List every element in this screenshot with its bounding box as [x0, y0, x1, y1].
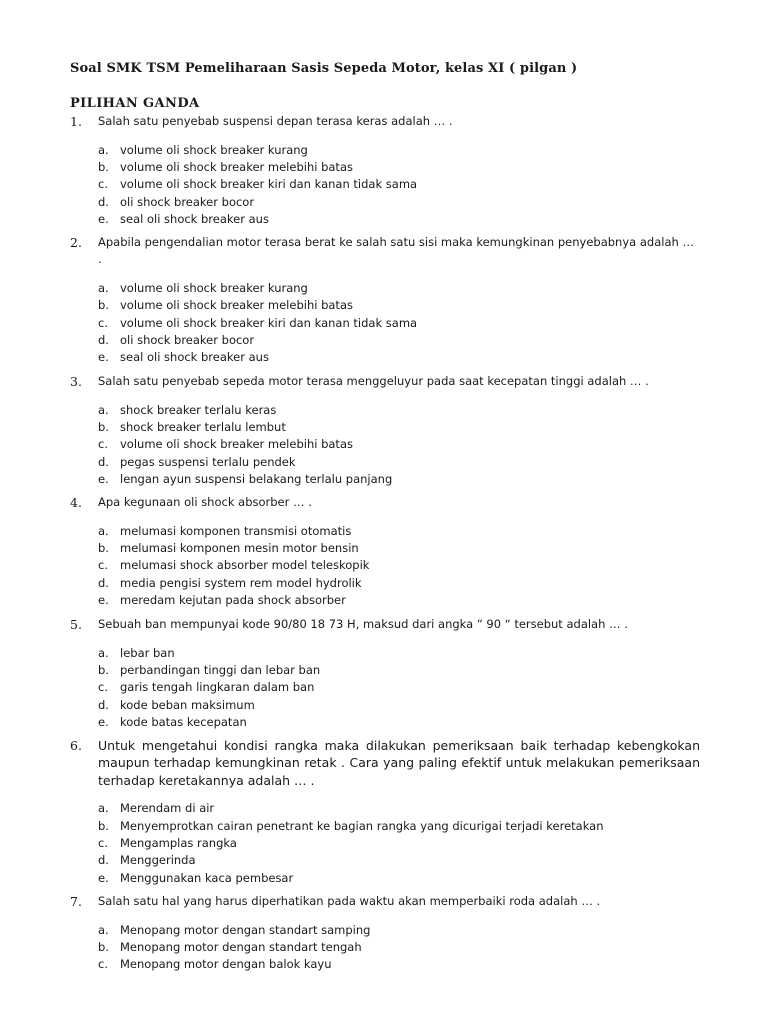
option-text: lebar ban [120, 645, 175, 660]
option-text: Menopang motor dengan standart samping [120, 922, 371, 937]
option-letter: a. [98, 142, 109, 157]
option-text: seal oli shock breaker aus [120, 350, 269, 365]
option-a [98, 645, 700, 662]
section-heading: PILIHAN GANDA [70, 96, 200, 111]
option-c [98, 436, 700, 453]
question-text: Sebuah ban mempunyai kode 90/80 18 73 H, maksud dari angka “ 90 “ tersebut adalah … . [98, 617, 628, 631]
option-d [98, 454, 700, 471]
option-letter: b. [98, 160, 109, 175]
option-c [98, 679, 700, 696]
option-letter: b. [98, 818, 109, 833]
option-text: melumasi komponen transmisi otomatis [120, 523, 352, 538]
option-text: lengan ayun suspensi belakang terlalu panjang [120, 471, 393, 486]
question-text: Untuk mengetahui kondisi rangka maka dilakukan pemeriksaan baik terhadap kebengkokan maupun terhadap kemungkinan retak . Cara yang paling efektif untuk melakukan pemeriksaan terhadap keretakannya adalah … . [98, 738, 700, 788]
option-c [98, 315, 700, 332]
option-list [98, 922, 700, 974]
question-number: 7. [70, 894, 82, 909]
option-b [98, 419, 700, 436]
option-c [98, 956, 700, 973]
option-letter: e. [98, 592, 109, 607]
option-letter: a. [98, 281, 109, 296]
question-number: 1. [70, 114, 82, 129]
option-text: volume oli shock breaker kurang [120, 281, 308, 296]
option-text: Menyemprotkan cairan penetrant ke bagian rangka yang dicurigai terjadi keretakan [120, 818, 604, 833]
option-text: volume oli shock breaker kiri dan kanan tidak sama [120, 177, 418, 192]
option-letter: d. [98, 575, 109, 590]
question-number: 4. [70, 495, 82, 510]
option-list [98, 280, 700, 366]
option-b [98, 939, 700, 956]
option-letter: c. [98, 680, 108, 695]
option-text: volume oli shock breaker melebihi batas [120, 160, 353, 175]
option-e [98, 870, 700, 887]
option-list [98, 800, 700, 886]
option-text: Merendam di air [120, 801, 215, 816]
option-a [98, 922, 700, 939]
document-title: Soal SMK TSM Pemeliharaan Sasis Sepeda Motor, kelas XI ( pilgan ) [70, 61, 578, 76]
option-a [98, 800, 700, 817]
question-text: Salah satu hal yang harus diperhatikan pada waktu akan memperbaiki roda adalah … . [98, 894, 601, 908]
question-1 [70, 113, 700, 240]
option-letter: a. [98, 645, 109, 660]
option-text: shock breaker terlalu lembut [120, 420, 286, 435]
option-b [98, 662, 700, 679]
option-letter: e. [98, 714, 109, 729]
question-7 [70, 893, 700, 985]
question-4 [70, 494, 700, 621]
option-letter: b. [98, 298, 109, 313]
question-number: 5. [70, 617, 82, 632]
option-letter: b. [98, 663, 109, 678]
option-letter: e. [98, 211, 109, 226]
question-2 [70, 234, 700, 378]
option-text: oli shock breaker bocor [120, 194, 255, 209]
option-b [98, 297, 700, 314]
option-d [98, 697, 700, 714]
option-text: seal oli shock breaker aus [120, 211, 269, 226]
option-d [98, 852, 700, 869]
option-letter: d. [98, 697, 109, 712]
option-d [98, 332, 700, 349]
question-5 [70, 616, 700, 743]
option-letter: c. [98, 558, 108, 573]
option-text: Menggerinda [120, 853, 196, 868]
option-e [98, 714, 700, 731]
question-number: 3. [70, 374, 82, 389]
option-text: Menggunakan kaca pembesar [120, 870, 294, 885]
option-list [98, 523, 700, 609]
option-letter: c. [98, 835, 108, 850]
option-letter: c. [98, 315, 108, 330]
option-a [98, 280, 700, 297]
option-e [98, 471, 700, 488]
question-3 [70, 373, 700, 500]
option-letter: e. [98, 870, 109, 885]
option-letter: d. [98, 853, 109, 868]
option-e [98, 592, 700, 609]
option-text: kode beban maksimum [120, 697, 255, 712]
option-text: melumasi shock absorber model teleskopik [120, 558, 370, 573]
option-text: Mengamplas rangka [120, 835, 237, 850]
option-list [98, 402, 700, 488]
question-text: Apa kegunaan oli shock absorber … . [98, 495, 312, 509]
option-text: pegas suspensi terlalu pendek [120, 454, 296, 469]
option-a [98, 523, 700, 540]
option-letter: a. [98, 922, 109, 937]
option-d [98, 194, 700, 211]
option-text: volume oli shock breaker kiri dan kanan tidak sama [120, 315, 418, 330]
option-letter: c. [98, 957, 108, 972]
option-b [98, 540, 700, 557]
option-text: kode batas kecepatan [120, 714, 247, 729]
option-e [98, 349, 700, 366]
option-d [98, 575, 700, 592]
option-a [98, 402, 700, 419]
option-text: volume oli shock breaker kurang [120, 142, 308, 157]
option-text: shock breaker terlalu keras [120, 402, 277, 417]
question-text: Salah satu penyebab suspensi depan terasa keras adalah … . [98, 114, 453, 128]
option-text: Menopang motor dengan balok kayu [120, 957, 332, 972]
option-letter: e. [98, 350, 109, 365]
question-text: Salah satu penyebab sepeda motor terasa menggeluyur pada saat kecepatan tinggi adalah … . [98, 374, 649, 388]
option-letter: b. [98, 940, 109, 955]
option-a [98, 142, 700, 159]
option-letter: a. [98, 402, 109, 417]
option-text: volume oli shock breaker melebihi batas [120, 437, 353, 452]
option-text: perbandingan tinggi dan lebar ban [120, 663, 321, 678]
option-list [98, 142, 700, 228]
option-text: Menopang motor dengan standart tengah [120, 940, 362, 955]
option-letter: d. [98, 332, 109, 347]
option-c [98, 557, 700, 574]
option-letter: c. [98, 177, 108, 192]
option-letter: d. [98, 454, 109, 469]
option-letter: a. [98, 523, 109, 538]
option-b [98, 818, 700, 835]
option-letter: a. [98, 801, 109, 816]
option-letter: c. [98, 437, 108, 452]
option-text: volume oli shock breaker melebihi batas [120, 298, 353, 313]
option-b [98, 159, 700, 176]
option-c [98, 835, 700, 852]
option-text: melumasi komponen mesin motor bensin [120, 541, 359, 556]
option-text: media pengisi system rem model hydrolik [120, 575, 362, 590]
option-c [98, 176, 700, 193]
option-letter: b. [98, 541, 109, 556]
question-6 [70, 737, 700, 898]
option-text: oli shock breaker bocor [120, 332, 255, 347]
option-e [98, 211, 700, 228]
option-letter: b. [98, 420, 109, 435]
question-number: 2. [70, 235, 82, 250]
question-text: Apabila pengendalian motor terasa berat ke salah satu sisi maka kemungkinan penyebabnya adalah … . [98, 235, 694, 267]
question-number: 6. [70, 738, 82, 753]
option-text: meredam kejutan pada shock absorber [120, 592, 346, 607]
option-letter: e. [98, 471, 109, 486]
option-text: garis tengah lingkaran dalam ban [120, 680, 315, 695]
option-list [98, 645, 700, 731]
option-letter: d. [98, 194, 109, 209]
